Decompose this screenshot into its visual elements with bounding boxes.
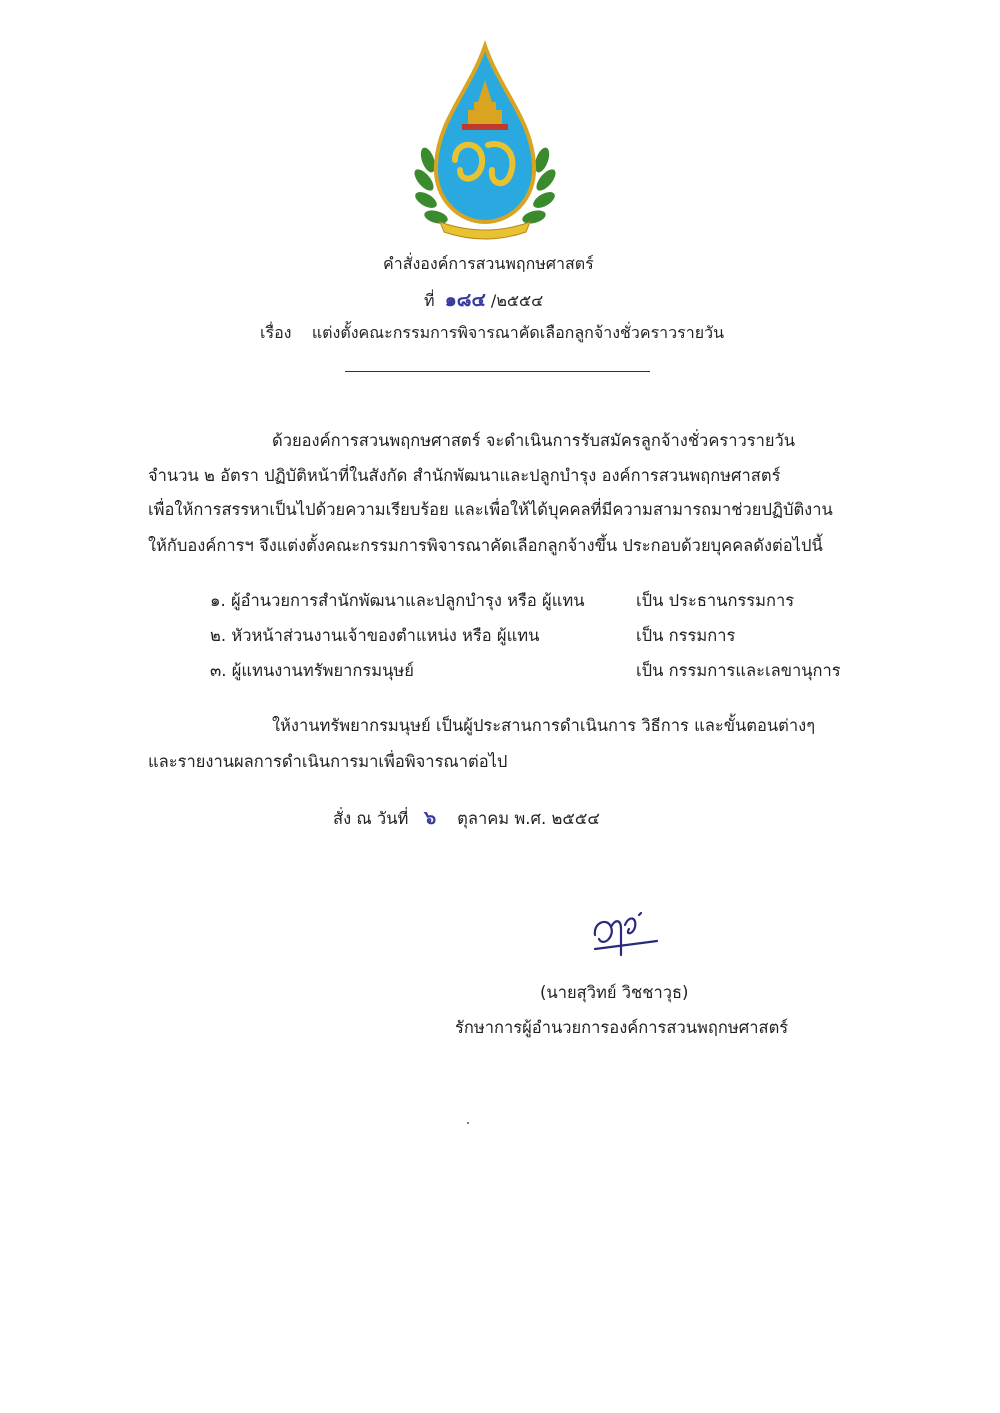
signatory-name: (นายสุวิทย์ วิชชาวุธ) <box>540 983 689 1002</box>
handwritten-signature-icon <box>585 905 665 965</box>
paragraph-1-line-1: ด้วยองค์การสวนพฤกษศาสตร์ จะดำเนินการรับสมัครลูกจ้างชั่วคราวรายวัน <box>272 431 796 450</box>
order-number-handwritten: ๑๘๔ <box>444 289 486 311</box>
order-number <box>424 285 543 315</box>
date-rest: ตุลาคม พ.ศ. ๒๕๕๔ <box>457 809 600 828</box>
committee-member-2: ๒. หัวหน้าส่วนงานเจ้าของตำแหน่ง หรือ ผู้แทน <box>210 626 540 645</box>
committee-role-2: เป็น กรรมการ <box>636 626 736 645</box>
paragraph-1-line-4: ให้กับองค์การฯ จึงแต่งตั้งคณะกรรมการพิจารณาคัดเลือกลูกจ้างขึ้น ประกอบด้วยบุคคลดังต่อไปนี้ <box>148 536 823 555</box>
committee-member-1: ๑. ผู้อำนวยการสำนักพัฒนาและปลูกบำรุง หรือ ผู้แทน <box>210 591 585 610</box>
order-number-prefix: ที่ <box>424 291 435 310</box>
subject-line <box>260 321 724 346</box>
paragraph-2-line-1: ให้งานทรัพยากรมนุษย์ เป็นผู้ประสานการดำเนินการ วิธีการ และขั้นตอนต่างๆ <box>272 716 816 735</box>
date-day-handwritten: ๖ <box>424 807 437 829</box>
date-prefix: สั่ง ณ วันที่ <box>333 809 409 828</box>
stray-dot <box>467 1122 469 1124</box>
committee-role-3: เป็น กรรมการและเลขานุการ <box>636 661 841 680</box>
signatory-position: รักษาการผู้อำนวยการองค์การสวนพฤกษศาสตร์ <box>455 1018 789 1037</box>
paragraph-1-line-3: เพื่อให้การสรรหาเป็นไปด้วยความเรียบร้อย และเพื่อให้ได้บุคคลที่มีความสามารถมาช่วยปฏิบัติงาน <box>148 500 833 519</box>
subject-label: เรื่อง <box>260 323 292 342</box>
header-divider <box>345 371 650 372</box>
order-number-suffix: /๒๕๕๔ <box>490 291 544 310</box>
subject-text: แต่งตั้งคณะกรรมการพิจารณาคัดเลือกลูกจ้างชั่วคราวรายวัน <box>311 323 725 342</box>
committee-member-3: ๓. ผู้แทนงานทรัพยากรมนุษย์ <box>210 661 414 680</box>
organization-emblem-icon <box>410 40 560 245</box>
order-title: คำสั่งองค์การสวนพฤกษศาสตร์ <box>383 254 594 273</box>
committee-role-1: เป็น ประธานกรรมการ <box>636 591 795 610</box>
date-line <box>333 803 600 833</box>
paragraph-1-line-2: จำนวน ๒ อัตรา ปฏิบัติหน้าที่ในสังกัด สำนักพัฒนาและปลูกบำรุง องค์การสวนพฤกษศาสตร์ <box>148 466 781 485</box>
paragraph-2-line-2: และรายงานผลการดำเนินการมาเพื่อพิจารณาต่อไป <box>148 752 508 771</box>
